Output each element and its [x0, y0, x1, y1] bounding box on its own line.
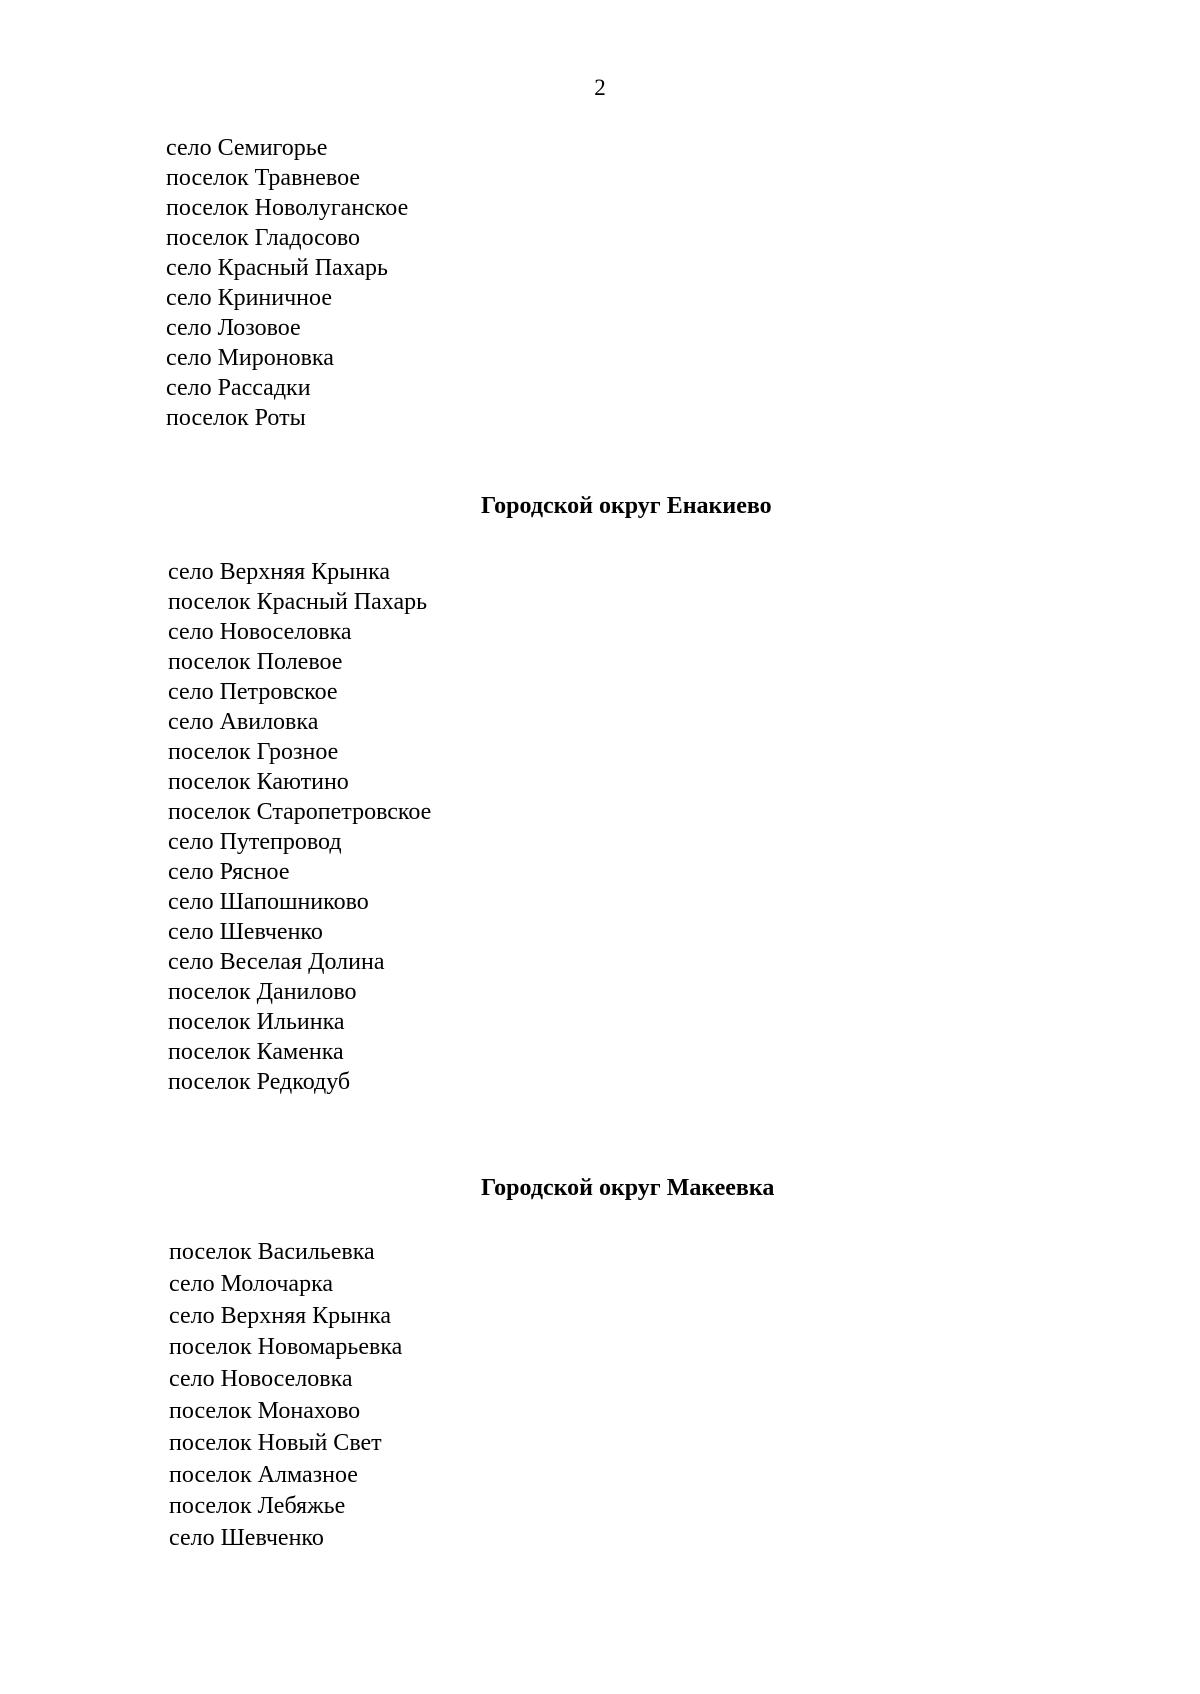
settlement-item: село Рясное — [168, 859, 290, 885]
settlement-item: село Молочарка — [169, 1270, 334, 1297]
settlement-item: поселок Редкодуб — [168, 1069, 351, 1095]
settlement-item: село Криничное — [166, 285, 332, 311]
settlement-item: поселок Роты — [166, 405, 306, 431]
settlement-item: поселок Новомарьевка — [169, 1334, 403, 1361]
settlement-item: село Новоселовка — [169, 1366, 353, 1393]
settlement-item: поселок Новолуганское — [166, 195, 409, 221]
page-number: 2 — [594, 75, 606, 100]
settlement-item: поселок Травневое — [166, 165, 361, 191]
settlement-item: село Рассадки — [166, 375, 311, 401]
settlement-item: поселок Старопетровское — [168, 799, 432, 825]
settlement-item: село Шевченко — [169, 1525, 324, 1552]
settlement-item: поселок Лебяжье — [169, 1493, 346, 1520]
settlement-item: поселок Новый Свет — [169, 1429, 382, 1456]
settlement-item: село Шапошниково — [168, 889, 369, 915]
settlement-item: село Красный Пахарь — [166, 255, 388, 281]
settlement-item: поселок Красный Пахарь — [168, 589, 428, 615]
settlement-item: село Семигорье — [166, 135, 328, 161]
settlement-item: село Мироновка — [166, 345, 334, 371]
settlement-item: село Новоселовка — [168, 619, 352, 645]
section-heading: Городской округ Енакиево — [481, 493, 772, 519]
settlement-item: поселок Гладосово — [166, 225, 361, 251]
settlement-item: село Верхняя Крынка — [168, 559, 391, 585]
settlement-list — [169, 1237, 402, 1555]
settlement-item: село Веселая Долина — [168, 949, 385, 975]
settlement-list — [166, 133, 408, 433]
settlement-item: поселок Грозное — [168, 739, 339, 765]
settlement-item: поселок Каменка — [168, 1039, 344, 1065]
settlement-item: поселок Монахово — [169, 1397, 361, 1424]
section-heading: Городской округ Макеевка — [481, 1175, 775, 1201]
settlement-list — [168, 557, 431, 1097]
settlement-item: село Авиловка — [168, 709, 319, 735]
settlement-item: поселок Алмазное — [169, 1461, 358, 1488]
settlement-item: поселок Каютино — [168, 769, 349, 795]
settlement-item: поселок Ильинка — [168, 1009, 345, 1035]
settlement-item: село Лозовое — [166, 315, 301, 341]
settlement-item: поселок Васильевка — [169, 1239, 375, 1265]
settlement-item: село Петровское — [168, 679, 338, 705]
settlement-item: поселок Данилово — [168, 979, 357, 1005]
settlement-item: село Шевченко — [168, 919, 323, 945]
settlement-item: поселок Полевое — [168, 649, 343, 675]
settlement-item: село Путепровод — [168, 829, 342, 855]
settlement-item: село Верхняя Крынка — [169, 1302, 392, 1329]
